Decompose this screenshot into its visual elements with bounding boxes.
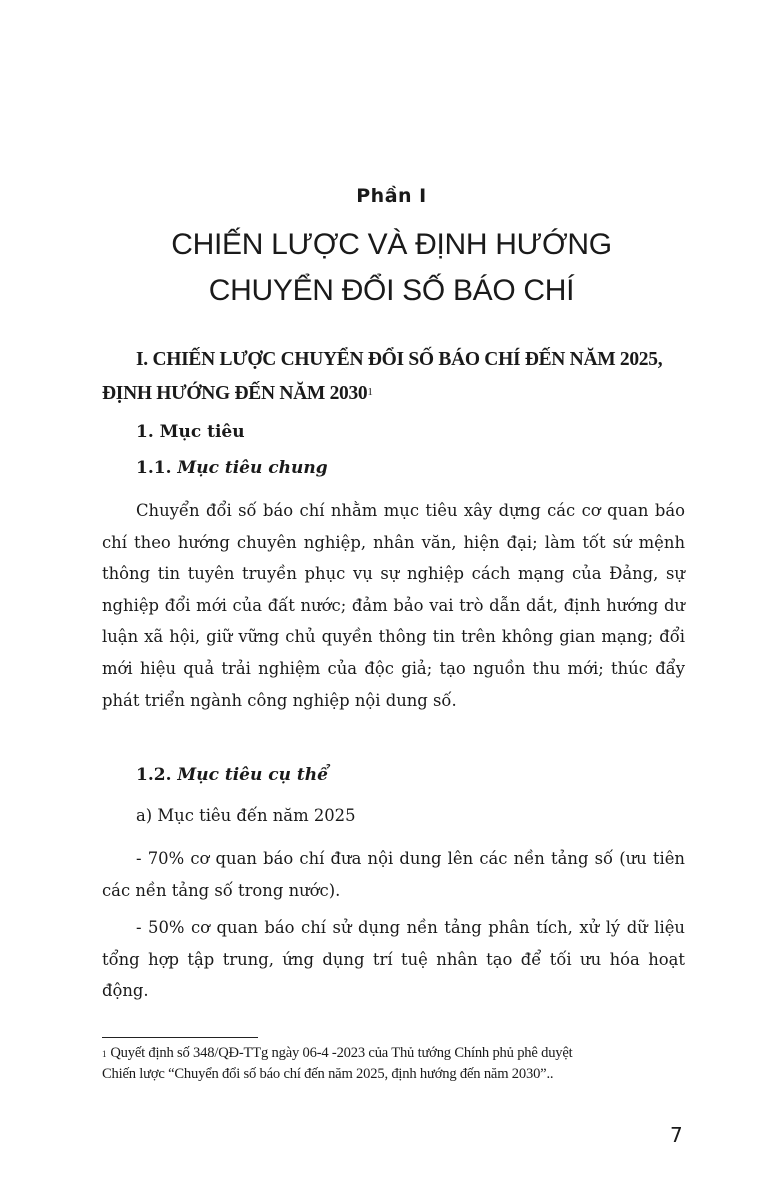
- section-heading-line-2-text: ĐỊNH HƯỚNG ĐẾN NĂM 2030: [102, 383, 368, 404]
- footnote-reference[interactable]: 1: [367, 386, 373, 398]
- general-goal-paragraph: Chuyển đổi số báo chí nhằm mục tiêu xây dựng các cơ quan báo chí theo hướng chuyên nghiệp, nhân văn, hiện đại; làm tốt sứ mệnh thông tin tuyên truyền phục vụ sự nghiệp cách mạng của Đảng, sự nghiệp đổi mới của đất nước; đảm bảo vai trò dẫn dắt, định hướng dư luận xã hội, giữ vững chủ quyền thông tin trên không gian mạng; đổi mới hiệu quả trải nghiệm của độc giả; tạo nguồn thu mới; thúc đẩy phát triển ngành công nghiệp nội dung số.: [102, 501, 685, 710]
- footnote-line-1-text: Quyết định số 348/QĐ-TTg ngày 06-4 -2023 của Thủ tướng Chính phủ phê duyệt: [110, 1045, 573, 1061]
- footnote-divider: [102, 1037, 258, 1038]
- footnote-marker: 1: [102, 1049, 107, 1059]
- part-title-line-2: CHUYỂN ĐỔI SỐ BÁO CHÍ: [208, 274, 575, 307]
- section-heading: [102, 343, 692, 411]
- footnote: [102, 1043, 692, 1084]
- goal-item-1: - 70% cơ quan báo chí đưa nội dung lên các nền tảng số (ưu tiên các nền tảng số trong nước).: [102, 849, 685, 900]
- part-title: [0, 222, 783, 314]
- subsection-heading-1: 1. Mục tiêu: [136, 422, 245, 442]
- goals-2025-label: a) Mục tiêu đến năm 2025: [136, 806, 356, 825]
- page-number: 7: [670, 1123, 683, 1147]
- part-label: Phần I: [356, 185, 427, 207]
- section-heading-line-1: I. CHIẾN LƯỢC CHUYỂN ĐỔI SỐ BÁO CHÍ ĐẾN NĂM 2025,: [136, 349, 663, 370]
- subsection-heading-1-1: [136, 458, 328, 478]
- footnote-line-1: [102, 1043, 692, 1064]
- goal-item-2: - 50% cơ quan báo chí sử dụng nền tảng phân tích, xử lý dữ liệu tổng hợp tập trung, ứng dụng trí tuệ nhân tạo để tối ưu hóa hoạt động.: [102, 918, 685, 1001]
- subsection-1-2-title: Mục tiêu cụ thể: [177, 765, 328, 785]
- subsection-1-1-number: 1.1.: [136, 458, 172, 478]
- subsection-1-1-title: Mục tiêu chung: [177, 458, 328, 478]
- subsection-1-2-number: 1.2.: [136, 765, 172, 785]
- footnote-line-2: Chiến lược “Chuyển đổi số báo chí đến năm 2025, định hướng đến năm 2030”..: [102, 1065, 554, 1082]
- subsection-heading-1-2: [136, 765, 328, 785]
- section-heading-line-2: [102, 377, 692, 411]
- part-title-line-1: CHIẾN LƯỢC VÀ ĐỊNH HƯỚNG: [171, 228, 612, 261]
